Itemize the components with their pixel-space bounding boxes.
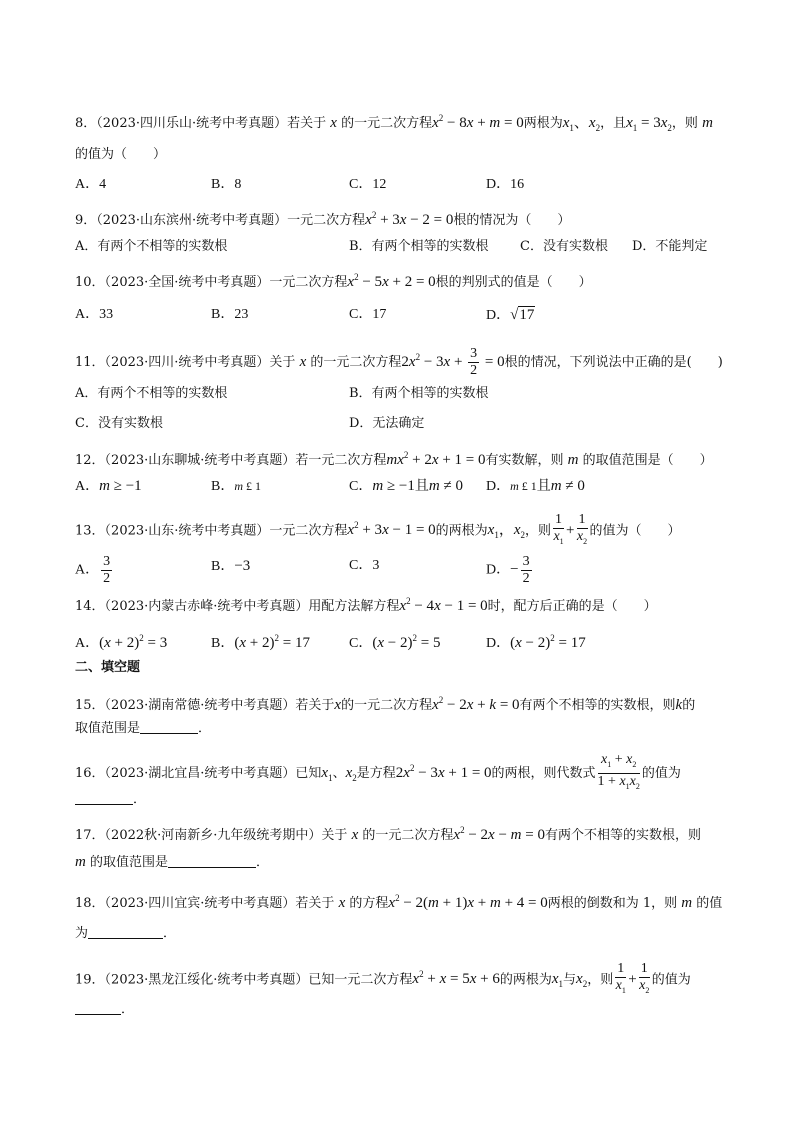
question-text: 为: [75, 926, 89, 941]
answer-blank[interactable]: [75, 1000, 121, 1015]
option-label: D．: [486, 479, 511, 494]
question-source: （2023·内蒙古赤峰·统考中考真题）: [104, 599, 309, 614]
equation: $2x^2 - 3x$ + $\frac{3}{2}$ = 0: [401, 346, 505, 378]
option-c[interactable]: C．12: [349, 177, 387, 192]
question-text: 一元二次方程: [269, 275, 348, 290]
question-text: 关于: [269, 354, 296, 370]
question-number: 15．: [75, 698, 105, 713]
option-d[interactable]: [486, 305, 535, 326]
question-text: 的取值范围是（ ）: [582, 453, 713, 468]
answer-blank[interactable]: [75, 790, 133, 805]
option-label: A．: [75, 479, 100, 494]
option-label: B．: [211, 636, 235, 651]
question-text: 的取值范围是: [89, 855, 168, 870]
equation: $x^2 + 3x - 1 = 0$: [347, 520, 436, 539]
question-text: 是方程: [356, 765, 396, 781]
question-source: （2023·全国·统考中考真题）: [104, 275, 270, 290]
question-text: 的值为（ ）: [75, 147, 167, 162]
fraction: $\frac{3}{2}$: [522, 554, 530, 586]
question-text: ，且: [600, 116, 627, 131]
option-b[interactable]: B．有两个相等的实数根: [349, 239, 489, 254]
option-c[interactable]: C．m ≥ −1且m ≠ 0: [349, 478, 463, 494]
option-a[interactable]: A．$(x + 2)^2 = 3$: [75, 633, 168, 651]
fraction: $\frac{1}{x_2}$: [576, 512, 588, 546]
option-a[interactable]: [75, 554, 114, 587]
option-c[interactable]: C．3: [349, 558, 380, 573]
question-text: 一元二次方程: [287, 213, 366, 228]
question-text: 根的情况，下列说法中正确的是( ): [504, 354, 723, 370]
option-b[interactable]: B．有两个相等的实数根: [349, 386, 489, 401]
equation: $2x^2 - 3x + 1 = 0$: [395, 762, 492, 781]
question-text: 的两根，则代数式: [491, 765, 596, 781]
question-text: 若一元二次方程: [295, 453, 387, 468]
question-16-line1: 16．（2023·湖北宜昌·统考中考真题）已知$x_1$、$x_2$是方程$2x^2 - 3x + 1 = 0$的两根，则代数式 $\frac{x_1 + x_2}{1 + x_1x_2}$ 的值为: [75, 752, 681, 795]
question-text: 取值范围是: [75, 721, 141, 736]
and-text: 且: [414, 479, 429, 494]
equation: $x^2 - 2x + k = 0$: [432, 695, 520, 713]
question-text: 的值为: [641, 765, 681, 781]
question-source: （2023·山东·统考中考真题）: [104, 523, 270, 539]
roots: $x_1$，$x_2$: [487, 522, 526, 541]
question-11-line1: 11．（2023·四川·统考中考真题）关于 x 的一元二次方程$2x^2 - 3x$ + $\frac{3}{2}$ = 0根的情况，下列说法中正确的是( ): [75, 346, 723, 378]
option-b[interactable]: B．−3: [211, 558, 251, 574]
question-text: ．: [163, 926, 177, 941]
option-b[interactable]: B．m £ 1: [211, 479, 262, 494]
question-text: 的两根为: [435, 523, 488, 539]
question-text: 有两个不相等的实数根，则: [544, 828, 701, 843]
question-text: 的值: [696, 896, 723, 911]
question-19-line1: 19．（2023·黑龙江绥化·统考中考真题）已知一元二次方程$x^2 + x = 5x + 6$的两根为$x_1$与$x_2$，则 $\frac{1}{x_1}$ + $\frac{1}{x_2}$ 的值为: [75, 961, 691, 999]
question-number: 13．: [75, 523, 105, 539]
question-source: （2023·湖北宜昌·统考中考真题）: [104, 765, 296, 781]
question-17-line2: m 的取值范围是 ．: [75, 854, 270, 870]
question-14-line1: [75, 591, 657, 617]
question-source: （2023·湖南常德·统考中考真题）: [104, 698, 296, 713]
equation: $x^2 + 3x - 2 = 0$: [365, 210, 454, 228]
question-12-line1: 12．（2023·山东聊城·统考中考真题）若一元二次方程$mx^2 + 2x + 1 = 0$有实数解，则 m 的取值范围是（ ）: [75, 450, 713, 468]
roots: $x_1$、$x_2$: [562, 115, 601, 133]
question-16-line2: [75, 790, 146, 810]
question-number: 18．: [75, 896, 105, 911]
question-text: 用配方法解方程: [308, 599, 400, 614]
question-text: 已知一元二次方程: [308, 972, 413, 988]
fraction: $\frac{3}{2}$: [470, 346, 478, 378]
question-text: 的一元二次方程: [362, 828, 454, 843]
question-text: 有实数解，则: [485, 453, 564, 468]
answer-blank[interactable]: [140, 719, 198, 734]
question-number: 12．: [75, 453, 105, 468]
option-label: A．: [75, 636, 100, 651]
option-b[interactable]: B．$(x + 2)^2 = 17$: [211, 633, 310, 651]
question-8-line1: 8．（2023·四川乐山·统考中考真题）若关于 x 的一元二次方程$x^2 - 8x + m = 0$两根为$x_1$、$x_2$，且$x_1 = 3x_2$，则 m: [75, 113, 713, 133]
question-source: （2023·四川·统考中考真题）: [104, 354, 270, 370]
question-text: 已知: [295, 765, 322, 781]
option-a[interactable]: A．有两个不相等的实数根: [75, 386, 228, 401]
question-text: 、: [332, 765, 346, 781]
fraction: $\frac{1}{x_2}$: [639, 961, 650, 995]
question-9-line1: [75, 205, 570, 231]
question-number: 11．: [75, 354, 105, 370]
option-label: B．: [211, 479, 235, 494]
question-18-line2: [75, 924, 176, 944]
question-18-line1: 18．（2023·四川宜宾·统考中考真题）若关于 x 的方程$x^2 - 2(m + 1)x + m + 4 = 0$两根的倒数和为 1，则 m 的值: [75, 893, 723, 911]
question-source: （2023·四川乐山·统考中考真题）: [96, 116, 288, 131]
question-source: （2023·山东聊城·统考中考真题）: [104, 453, 296, 468]
option-c[interactable]: C．没有实数根: [75, 416, 163, 431]
question-text: 的一元二次方程: [310, 354, 402, 370]
question-19-line2: [75, 1000, 134, 1020]
fraction: $\frac{3}{2}$: [103, 554, 111, 586]
option-b[interactable]: B．8: [211, 177, 242, 192]
equation: $x^2 + x = 5x + 6$: [412, 969, 500, 988]
question-text: 两根为: [523, 116, 563, 131]
condition: $x_1 = 3x_2$: [626, 115, 672, 133]
equation: $x^2 - 8x + m = 0$: [432, 113, 524, 131]
question-source: （2023·黑龙江绥化·统考中考真题）: [104, 972, 309, 988]
option-d[interactable]: D．$(x - 2)^2 = 17$: [486, 633, 586, 651]
question-text: 两根的倒数和为 1，则: [547, 896, 678, 911]
option-b[interactable]: B．23: [211, 307, 249, 322]
question-text: 的值为: [651, 972, 691, 988]
question-number: 8．: [75, 116, 97, 131]
option-a[interactable]: A．4: [75, 177, 107, 192]
fraction: $\frac{1}{x_1}$: [553, 512, 564, 546]
question-text: 一元二次方程: [269, 523, 348, 539]
option-d[interactable]: D．m £ 1且m ≠ 0: [486, 478, 585, 494]
question-15-line1: 15．（2023·湖南常德·统考中考真题）若关于x的一元二次方程$x^2 - 2x + k = 0$有两个不相等的实数根，则k的: [75, 695, 696, 713]
option-d[interactable]: D．无法确定: [349, 416, 425, 431]
fraction: $\frac{x_1 + x_2}{1 + x_1x_2}$: [597, 752, 640, 791]
question-text: 的: [682, 698, 696, 713]
option-a[interactable]: A．有两个不相等的实数根: [75, 239, 228, 254]
question-number: 14．: [75, 599, 105, 614]
question-text: ，则: [671, 116, 698, 131]
and-text: 且: [536, 479, 551, 494]
option-a[interactable]: A．33: [75, 307, 114, 322]
question-text: ．: [121, 1002, 135, 1017]
question-number: 17．: [75, 828, 105, 843]
question-number: 10．: [75, 275, 105, 290]
question-number: 9．: [75, 213, 97, 228]
question-text: 的方程: [349, 896, 389, 911]
option-label: B．: [211, 559, 235, 574]
question-text: ，则: [587, 972, 614, 988]
option-label: D．: [486, 636, 511, 651]
equation: $mx^2 + 2x + 1 = 0$: [386, 450, 486, 468]
question-text: 有两个不相等的实数根，则: [519, 698, 676, 713]
option-label: C．: [349, 636, 373, 651]
option-label: A．: [75, 562, 100, 578]
question-text: 根的判别式的值是（ ）: [435, 275, 592, 290]
question-number: 16．: [75, 765, 105, 781]
question-10-line1: [75, 267, 592, 293]
question-text: 关于: [321, 828, 348, 843]
question-text: 的一元二次方程: [341, 698, 433, 713]
question-text: 的值为（ ）: [589, 523, 681, 539]
question-text: 若关于: [287, 116, 327, 131]
question-text: 若关于: [295, 698, 335, 713]
option-d[interactable]: D．− $\frac{3}{2}$: [486, 554, 530, 586]
option-a[interactable]: A．m ≥ −1: [75, 478, 142, 494]
question-text: 根的情况为（ ）: [453, 213, 571, 228]
question-text: 的两根为: [499, 972, 552, 988]
question-text: 与: [563, 972, 577, 988]
question-text: ，则: [525, 523, 552, 539]
equation: $x^2 - 4x - 1 = 0$: [399, 596, 488, 614]
fraction: $\frac{1}{x_1}$: [615, 961, 626, 995]
option-label: D．: [486, 308, 511, 323]
answer-blank[interactable]: [168, 853, 256, 868]
question-number: 19．: [75, 972, 105, 988]
equation: $x^2 - 5x + 2 = 0$: [347, 272, 436, 290]
question-text: ．: [198, 721, 212, 736]
option-c[interactable]: C．$(x - 2)^2 = 5$: [349, 633, 441, 651]
sqrt-17: √17: [510, 307, 535, 323]
question-source: （2023·山东滨州·统考中考真题）: [96, 213, 288, 228]
option-c[interactable]: C．没有实数根: [520, 239, 608, 254]
question-text: 若关于: [295, 896, 335, 911]
equation: $x^2 - 2(m + 1)x + m + 4 = 0$: [388, 893, 548, 911]
answer-blank[interactable]: [88, 924, 163, 939]
question-source: （2022秋·河南新乡·九年级统考期中）: [104, 828, 322, 843]
option-label: D．: [486, 562, 511, 578]
question-17-line1: 17．（2022秋·河南新乡·九年级统考期中）关于 x 的一元二次方程$x^2 - 2x - m = 0$有两个不相等的实数根，则: [75, 825, 701, 843]
question-text: 时，配方后正确的是（ ）: [487, 599, 657, 614]
section-heading: 二、填空题: [75, 660, 141, 675]
option-d[interactable]: D．不能判定: [632, 239, 708, 254]
question-text: 的一元二次方程: [341, 116, 433, 131]
option-d[interactable]: D．16: [486, 177, 525, 192]
equation: $x^2 - 2x - m = 0$: [453, 825, 545, 843]
option-c[interactable]: C．17: [349, 307, 387, 322]
option-label: C．: [349, 479, 373, 494]
question-15-line2: [75, 719, 211, 739]
question-text: ．: [133, 792, 147, 807]
question-8-line2: [75, 145, 166, 165]
question-source: （2023·四川宜宾·统考中考真题）: [104, 896, 296, 911]
question-13-line1: 13．（2023·山东·统考中考真题）一元二次方程$x^2 + 3x - 1 = 0$的两根为$x_1$，$x_2$，则 $\frac{1}{x_1}$ + $\frac{1}{x_2}$ 的值为（ ）: [75, 512, 681, 550]
question-text: ．: [256, 855, 270, 870]
